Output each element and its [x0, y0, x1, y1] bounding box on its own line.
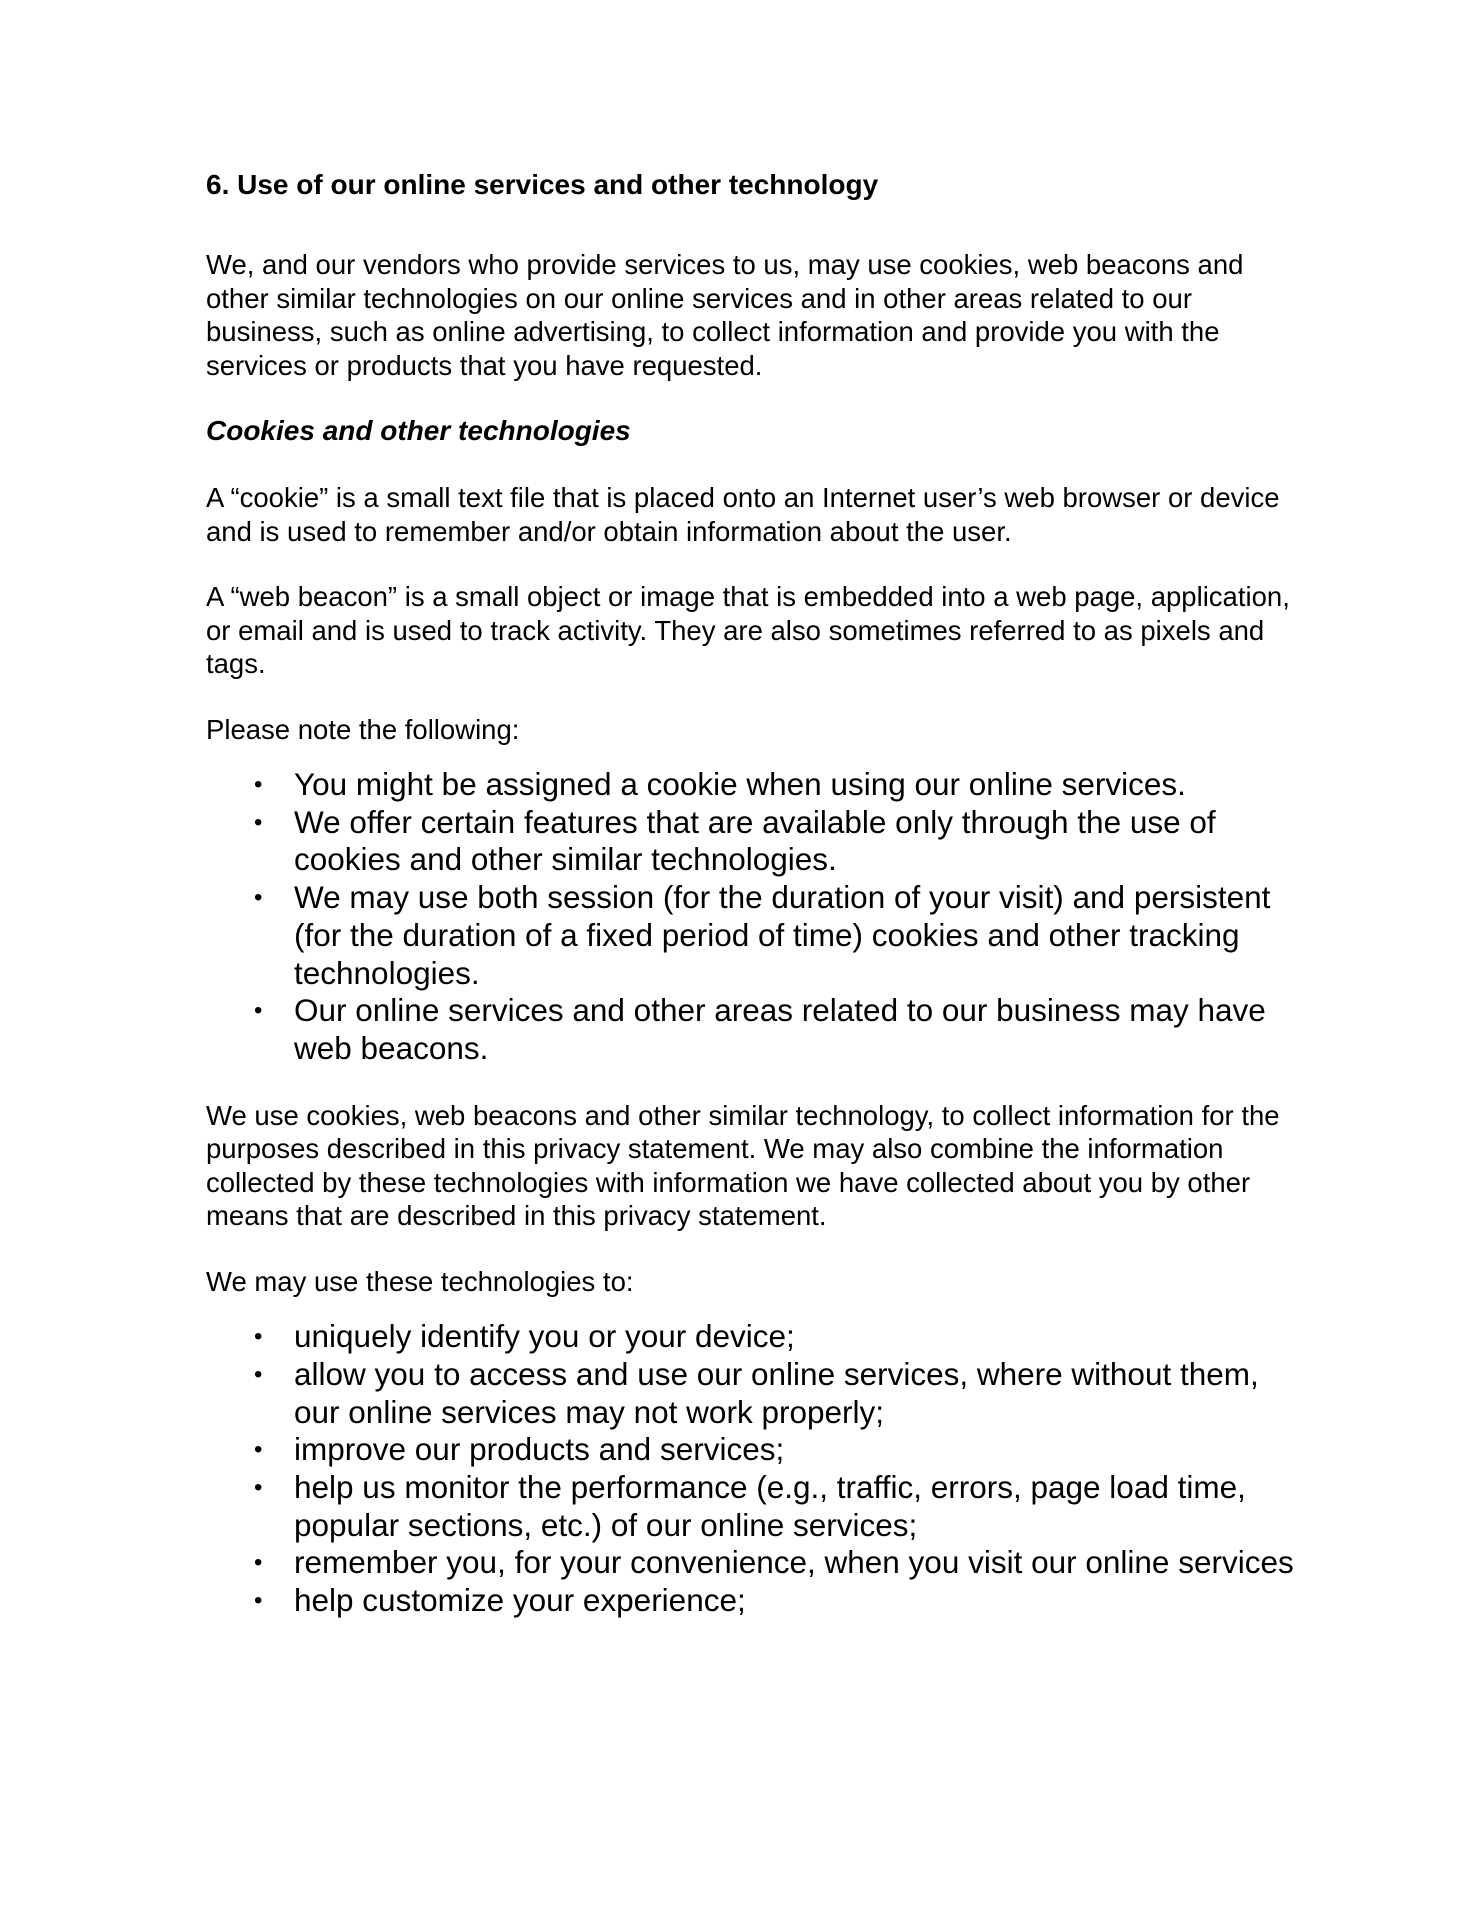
list-item: • You might be assigned a cookie when using our online services. — [254, 766, 1186, 802]
bullet-icon: • — [254, 884, 263, 912]
bullet-icon: • — [254, 1587, 263, 1615]
bullet-icon: • — [254, 1360, 263, 1388]
bullet-icon: • — [254, 1473, 263, 1501]
list-item: • help customize your experience; — [254, 1582, 746, 1619]
section-heading: 6. Use of our online services and other technology — [206, 169, 879, 200]
list-item: • We offer certain features that are available only through the use of cookies and other similar technologies. — [254, 803, 1216, 878]
note-intro: Please note the following: — [206, 713, 520, 745]
list-item: • We may use both session (for the duration of your visit) and persistent (for the duration of a fixed period of time) cookies and other tracking technologies. — [254, 879, 1271, 991]
list-item: • remember you, for your convenience, when you visit our online services — [254, 1544, 1294, 1581]
cookie-definition: A “cookie” is a small text file that is placed onto an Internet user’s web browser or device and is used to remember and/or obtain information about the user. — [206, 482, 1280, 547]
list-item: • Our online services and other areas related to our business may have web beacons. — [254, 992, 1266, 1066]
bullet-icon: • — [254, 1549, 263, 1577]
bullet-icon: • — [254, 808, 263, 836]
list-item: • help us monitor the performance (e.g., traffic, errors, page load time, popular sections, etc.) of our online services; — [254, 1468, 1246, 1543]
list-item: • improve our products and services; — [254, 1431, 785, 1468]
uses-intro: We may use these technologies to: — [206, 1265, 634, 1297]
web-beacon-definition: A “web beacon” is a small object or image that is embedded into a web page, application, or email and is used to track activity. They are also sometimes referred to as pixels and tags. — [206, 581, 1290, 679]
bullet-icon: • — [254, 1436, 263, 1464]
document-page — [206, 168, 1306, 1651]
list-item: • uniquely identify you or your device; — [254, 1318, 795, 1355]
bullet-icon: • — [254, 997, 263, 1025]
notes-list — [206, 766, 1306, 1068]
bullet-icon: • — [254, 1323, 263, 1351]
list-item: • allow you to access and use our online services, where without them, our online services may not work properly; — [254, 1355, 1259, 1430]
uses-list — [206, 1318, 1306, 1620]
intro-paragraph: We, and our vendors who provide services to us, may use cookies, web beacons and other similar technologies on our online services and in other areas related to our business, such as online advertising, to collect information and provide you with the services or products that you have requested. — [206, 249, 1244, 381]
usage-paragraph: We use cookies, web beacons and other similar technology, to collect information for the purposes described in this privacy statement. We may also combine the information collected by these technologies with information we have collected about you by other means that are described in this privacy statement. — [206, 1099, 1280, 1232]
cookies-subheading: Cookies and other technologies — [206, 415, 631, 446]
bullet-icon: • — [254, 771, 263, 798]
